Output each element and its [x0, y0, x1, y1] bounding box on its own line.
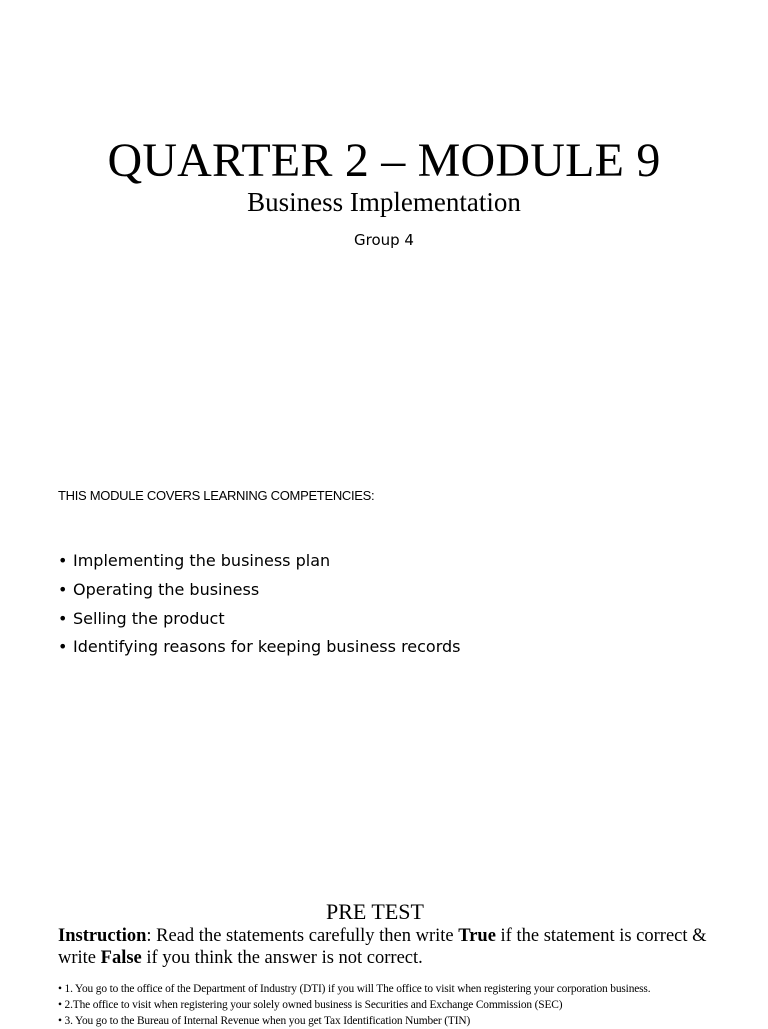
list-item — [58, 633, 461, 662]
instruction-part2: if the statement is correct & write — [58, 926, 707, 968]
bullet-icon: • — [58, 608, 68, 628]
bullet-icon: • — [58, 551, 68, 570]
instruction-part1: : Read the statements carefully then write — [146, 926, 459, 946]
pretest-slide — [0, 840, 768, 1027]
list-item — [58, 547, 461, 576]
title-slide — [0, 0, 768, 340]
bullet-icon: • — [58, 579, 68, 599]
list-item: • 2.The office to visit when registering your solely owned business is Securities and Exchange Commission (SEC) — [58, 999, 563, 1011]
list-item-text: Identifying reasons for keeping business records — [73, 637, 461, 657]
list-item — [58, 605, 461, 634]
list-item: • 1. You go to the office of the Department of Industry (DTI) if you will The office to visit when registering your corporation business. — [58, 983, 651, 995]
list-item: • 3. You go to the Bureau of Internal Revenue when you get Tax Identification Number (TIN) — [58, 1015, 471, 1027]
instruction-label: Instruction — [58, 926, 147, 946]
module-subtitle: Business Implementation — [247, 187, 521, 217]
group-label: Group 4 — [354, 231, 414, 249]
true-word: True — [458, 926, 496, 946]
list-item-text: Implementing the business plan — [73, 551, 331, 570]
pretest-items — [58, 981, 758, 1029]
competencies-list — [58, 547, 461, 662]
instruction-text — [58, 925, 718, 969]
pretest-title: PRE TEST — [325, 899, 424, 924]
false-word: False — [100, 948, 142, 968]
list-item-text: Operating the business — [73, 579, 260, 599]
competencies-slide — [0, 340, 768, 840]
bullet-icon: • — [58, 637, 68, 657]
list-item — [58, 576, 461, 605]
competencies-heading: THIS MODULE COVERS LEARNING COMPETENCIES: — [58, 488, 375, 503]
module-title: QUARTER 2 – MODULE 9 — [107, 134, 661, 187]
list-item-text: Selling the product — [73, 608, 225, 628]
instruction-part3: if you think the answer is not correct. — [141, 948, 423, 968]
